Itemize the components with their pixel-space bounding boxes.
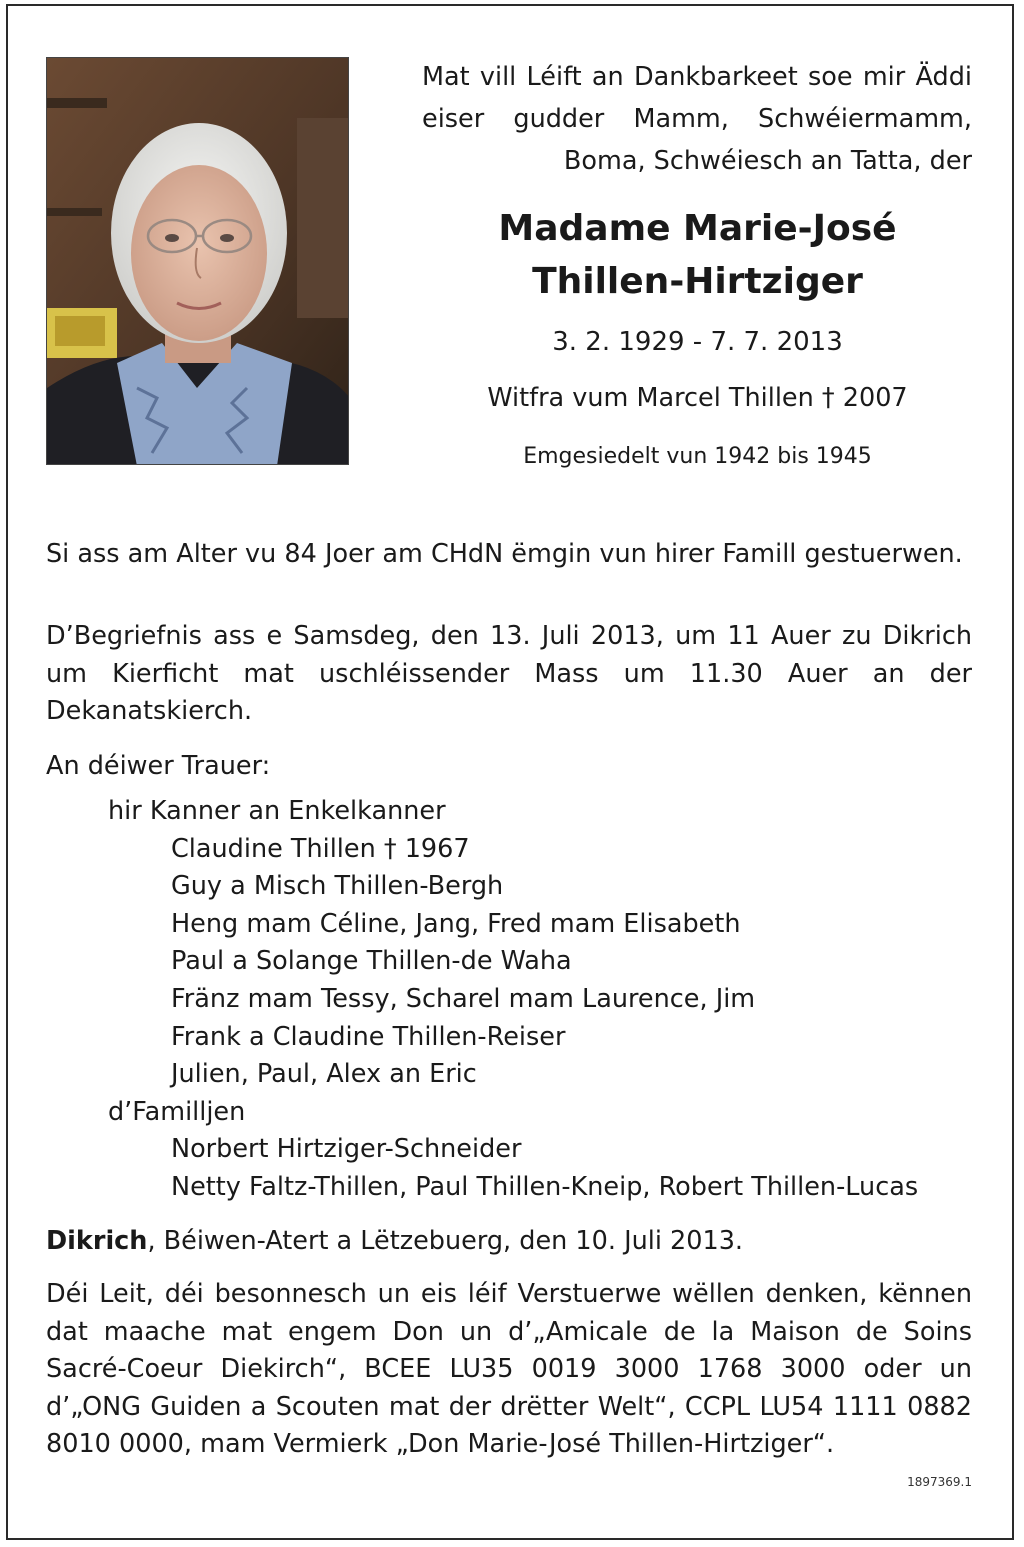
mourner-line: hir Kanner an Enkelkanner (108, 796, 446, 826)
place-date-rest: , Béiwen-Atert a Lëtzebuerg, den 10. Juli 2013. (147, 1226, 744, 1256)
donation-paragraph: Déi Leit, déi besonnesch un eis léif Verstuerwe wëllen denken, kënnen dat maache mat engem Don un d’„Amicale de la Maison de Soins Sacré-Coeur Diekirch“, BCEE LU35 0019 3000 1768 3000 oder un d’„ONG Guiden a Scouten mat der drëtter Welt“, CCPL LU54 1111 0882 8010 0000, mam Vermierk „Don Marie-José Thillen-Hirtziger“. (46, 1279, 972, 1459)
portrait-photo (46, 57, 349, 465)
mourning-label: An déiwer Trauer: (46, 751, 271, 781)
resettled-line: Emgesiedelt vun 1942 bis 1945 (523, 444, 872, 469)
mourner-line: Norbert Hirtziger-Schneider (171, 1134, 522, 1165)
place-date-line (46, 1222, 743, 1260)
mourners-list (46, 793, 986, 1207)
deceased-name-line-2: Thillen-Hirtziger (532, 261, 863, 302)
widow-of-line: Witfra vum Marcel Thillen † 2007 (487, 383, 908, 413)
deceased-name (400, 202, 995, 308)
mourner-line: Paul a Solange Thillen-de Waha (171, 946, 572, 977)
mourner-line: Claudine Thillen † 1967 (171, 833, 470, 864)
place-name: Dikrich (46, 1226, 148, 1256)
mourner-line: Netty Faltz-Thillen, Paul Thillen-Kneip, Robert Thillen-Lucas (171, 1171, 919, 1202)
deceased-name-line-1: Madame Marie-José (498, 208, 897, 249)
life-dates: 3. 2. 1929 - 7. 7. 2013 (552, 327, 843, 357)
funeral-paragraph: D’Begriefnis ass e Samsdeg, den 13. Juli 2013, um 11 Auer zu Dikrich um Kierficht mat uschléissender Mass um 11.30 Auer an der Dekanatskierch. (46, 621, 972, 726)
mourner-line: Frank a Claudine Thillen-Reiser (171, 1021, 566, 1052)
mourner-line: Julien, Paul, Alex an Eric (171, 1059, 477, 1090)
intro-text: Mat vill Léift an Dankbarkeet soe mir Äddi eiser gudder Mamm, Schwéiermamm, Boma, Schwéiesch an Tatta, der (422, 62, 972, 176)
death-paragraph: Si ass am Alter vu 84 Joer am CHdN ëmgin vun hirer Famill gestuerwen. (46, 539, 963, 569)
mourner-line: Heng mam Céline, Jang, Fred mam Elisabeth (171, 908, 741, 939)
mourner-line: d’Familljen (108, 1096, 246, 1127)
reference-number: 1897369.1 (907, 1475, 972, 1489)
mourner-line: Fränz mam Tessy, Scharel mam Laurence, Jim (171, 983, 756, 1014)
mourner-line: Guy a Misch Thillen-Bergh (171, 871, 504, 902)
